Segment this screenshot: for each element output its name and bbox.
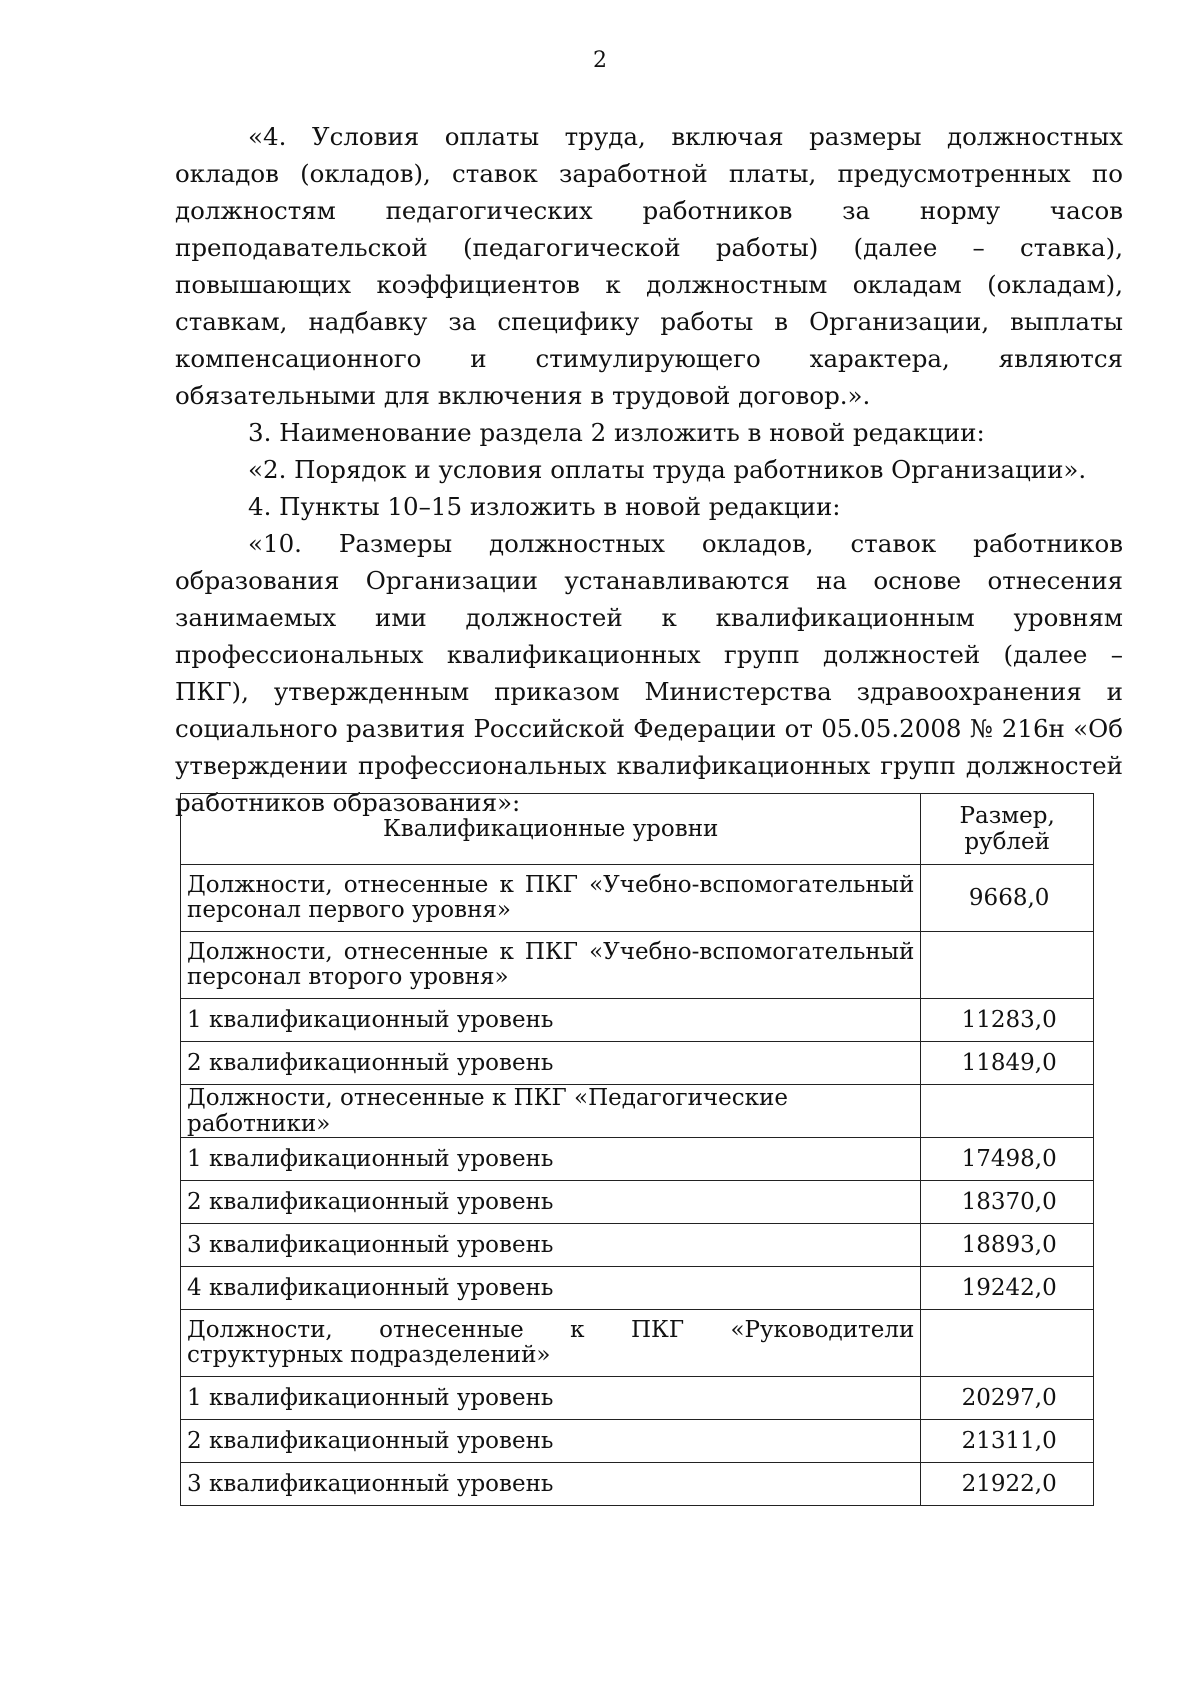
header-qualification-levels: Квалификационные уровни <box>181 794 921 865</box>
paragraph-points-10-15: 4. Пункты 10–15 изложить в новой редакции: <box>248 492 841 521</box>
row-value: 11283,0 <box>921 999 1094 1042</box>
table-row <box>181 865 1094 932</box>
page-number: 2 <box>593 48 607 73</box>
header-amount-line2: рублей <box>964 829 1050 855</box>
row-label: Должности, отнесенные к ПКГ «Педагогические работники» <box>181 1085 921 1138</box>
paragraph-item-10-salaries: «10. Размеры должностных окладов, ставок работников образования Организации устанавливаются на основе отнесения занимаемых ими должностей к квалификационным уровням профессиональных квалификационных групп должностей (далее – ПКГ), утвержденным приказом Министерства здравоохранения и социального развития Российской Федерации от 05.05.2008 № 216н «Об утверждении профессиональных квалификационных групп должностей работников образования»: <box>175 529 1123 817</box>
row-value: 18370,0 <box>921 1181 1094 1224</box>
row-label: 3 квалификационный уровень <box>181 1463 921 1506</box>
table-row <box>181 1181 1094 1224</box>
document-body <box>175 118 1123 821</box>
row-value: 21311,0 <box>921 1420 1094 1463</box>
table-row <box>181 1420 1094 1463</box>
row-label: 4 квалификационный уровень <box>181 1267 921 1310</box>
table-row <box>181 1377 1094 1420</box>
row-label: 3 квалификационный уровень <box>181 1224 921 1267</box>
table-row <box>181 1224 1094 1267</box>
table-header-row <box>181 794 1094 865</box>
header-amount-line1: Размер, <box>959 803 1055 829</box>
row-label: Должности, отнесенные к ПКГ «Руководители структурных подразделений» <box>181 1310 921 1377</box>
table-row <box>181 999 1094 1042</box>
row-value: 20297,0 <box>921 1377 1094 1420</box>
table-row <box>181 1267 1094 1310</box>
row-value: 19242,0 <box>921 1267 1094 1310</box>
row-value: 21922,0 <box>921 1463 1094 1506</box>
row-label: Должности, отнесенные к ПКГ «Учебно-вспомогательный персонал второго уровня» <box>181 932 921 999</box>
table-row <box>181 1463 1094 1506</box>
header-amount-rubles <box>921 794 1094 865</box>
table-row <box>181 1085 1094 1138</box>
paragraph-section-3-rename: 3. Наименование раздела 2 изложить в новой редакции: <box>248 418 985 447</box>
row-value: 11849,0 <box>921 1042 1094 1085</box>
row-value: 18893,0 <box>921 1224 1094 1267</box>
row-value <box>921 1310 1094 1377</box>
table-row <box>181 1138 1094 1181</box>
row-label: 1 квалификационный уровень <box>181 1138 921 1181</box>
table-row <box>181 1310 1094 1377</box>
row-label: 2 квалификационный уровень <box>181 1181 921 1224</box>
row-label: 2 квалификационный уровень <box>181 1420 921 1463</box>
table-row <box>181 932 1094 999</box>
qualification-levels-table <box>180 793 1094 1506</box>
row-value <box>921 1085 1094 1138</box>
row-value: 17498,0 <box>921 1138 1094 1181</box>
paragraph-section-2-title: «2. Порядок и условия оплаты труда работников Организации». <box>248 455 1087 484</box>
row-value: 9668,0 <box>921 865 1094 932</box>
paragraph-item-4-conditions: «4. Условия оплаты труда, включая размеры должностных окладов (окладов), ставок заработной платы, предусмотренных по должностям педагогических работников за норму часов преподавательской (педагогической работы) (далее – ставка), повышающих коэффициентов к должностным окладам (окладам), ставкам, надбавку за специфику работы в Организации, выплаты компенсационного и стимулирующего характера, являются обязательными для включения в трудовой договор.». <box>175 122 1123 410</box>
table-row <box>181 1042 1094 1085</box>
row-label: 1 квалификационный уровень <box>181 1377 921 1420</box>
row-label: 2 квалификационный уровень <box>181 1042 921 1085</box>
row-label: Должности, отнесенные к ПКГ «Учебно-вспомогательный персонал первого уровня» <box>181 865 921 932</box>
row-value <box>921 932 1094 999</box>
row-label: 1 квалификационный уровень <box>181 999 921 1042</box>
